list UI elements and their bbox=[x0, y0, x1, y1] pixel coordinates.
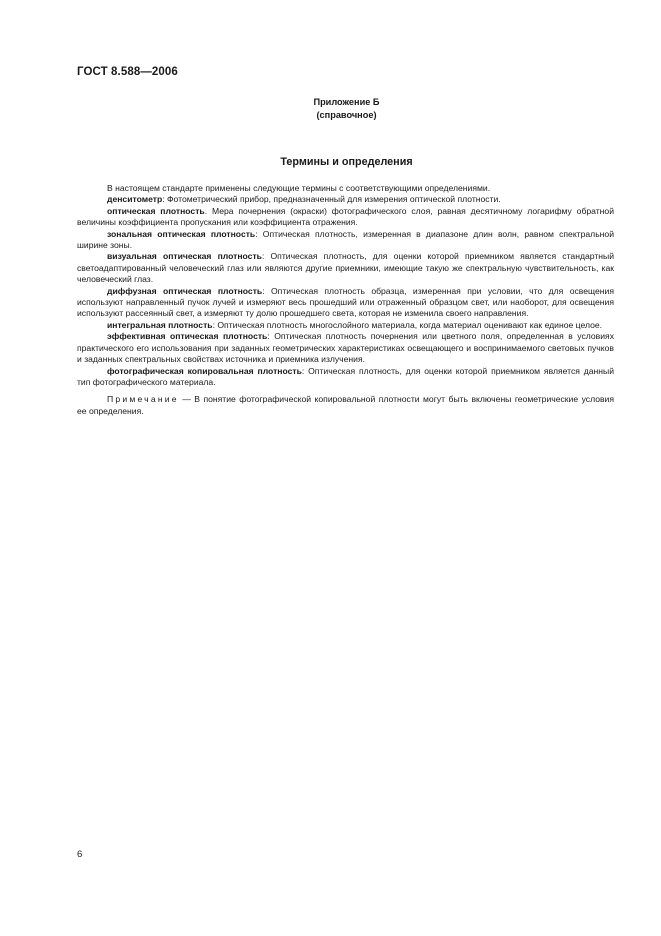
note-paragraph bbox=[77, 394, 614, 417]
term-definition: Оптическая плотность образца, измеренная при условии, что для освещения используют направленный пучок лучей и измеряют весь прошедший или отраженный образцом свет, или наоборот, для освещения используют рассеянный свет, а измеряют ту долю прошедшего света, которая не изменила своего направления. bbox=[77, 285, 614, 319]
term-definition: Оптическая плотность, для оценки которой приемником является данный тип фотографического материала. bbox=[77, 365, 615, 387]
term-name: фотографическая копировальная плотность bbox=[107, 365, 302, 376]
term-separator: : bbox=[162, 194, 167, 205]
section-title: Термины и определения bbox=[280, 156, 413, 168]
term-separator: : bbox=[267, 331, 275, 342]
term-entry bbox=[77, 251, 614, 285]
note-label: Примечание bbox=[107, 394, 179, 405]
term-separator: : bbox=[261, 251, 271, 262]
term-separator: : bbox=[212, 319, 218, 330]
term-entry bbox=[77, 286, 614, 320]
term-entry bbox=[77, 331, 614, 365]
term-entry bbox=[77, 366, 614, 389]
term-name: зональная оптическая плотность bbox=[107, 228, 256, 239]
intro-paragraph: В настоящем стандарте применены следующие термины с соответствующими определениями. bbox=[107, 183, 491, 193]
note-dash: — bbox=[178, 394, 195, 405]
term-separator: . bbox=[204, 205, 212, 216]
term-name: эффективная оптическая плотность bbox=[107, 331, 268, 342]
annex-title: Приложение Б bbox=[313, 97, 380, 107]
term-definition: Фотометрический прибор, предназначенный для измерения оптической плотности. bbox=[166, 194, 501, 205]
page-number: 6 bbox=[77, 849, 83, 860]
term-name: визуальная оптическая плотность bbox=[107, 251, 262, 262]
term-entry bbox=[77, 229, 614, 252]
annex-heading bbox=[0, 96, 661, 122]
term-separator: : bbox=[262, 285, 271, 296]
term-entry bbox=[77, 194, 614, 205]
note-text: В понятие фотографической копировальной плотности могут быть включены геометрические условия ее определения. bbox=[77, 394, 614, 416]
term-name: оптическая плотность bbox=[107, 205, 205, 216]
term-name: интегральная плотность bbox=[107, 319, 213, 330]
section-title-block bbox=[0, 156, 661, 168]
term-separator: : bbox=[255, 228, 263, 239]
term-name: диффузная оптическая плотность bbox=[107, 285, 263, 296]
term-name: денситометр bbox=[107, 194, 163, 205]
term-definition: Оптическая плотность многослойного материала, когда материал оценивают как единое целое. bbox=[217, 319, 603, 330]
term-definition: Оптическая плотность, для оценки которой приемником является стандартный светоадаптированный человеческий глаз или являются другие приемники, имеющие такую же спектральную чувствительность, как человеческий глаз. bbox=[77, 251, 614, 285]
term-entry bbox=[77, 320, 614, 331]
term-entry bbox=[77, 206, 614, 229]
document-header: ГОСТ 8.588—2006 bbox=[77, 66, 178, 78]
term-definition: Оптическая плотность почернения или цветного поля, определенная в условиях практического его использования при заданных геометрических характеристиках освещающего и воспринимаемого световых пучков и заданных спектральных свойствах источника и приемника излучения. bbox=[77, 331, 614, 365]
annex-subtitle: (справочное) bbox=[316, 110, 377, 120]
terms-list bbox=[77, 183, 614, 417]
term-definition: Мера почернения (окраски) фотографического слоя, равная десятичному логарифму обратной величины коэффициента пропускания или коэффициента отражения. bbox=[77, 205, 615, 228]
term-definition: Оптическая плотность, измеренная в диапазоне длин волн, равном спектральной ширине зоны. bbox=[77, 228, 614, 251]
term-separator: : bbox=[301, 365, 309, 376]
